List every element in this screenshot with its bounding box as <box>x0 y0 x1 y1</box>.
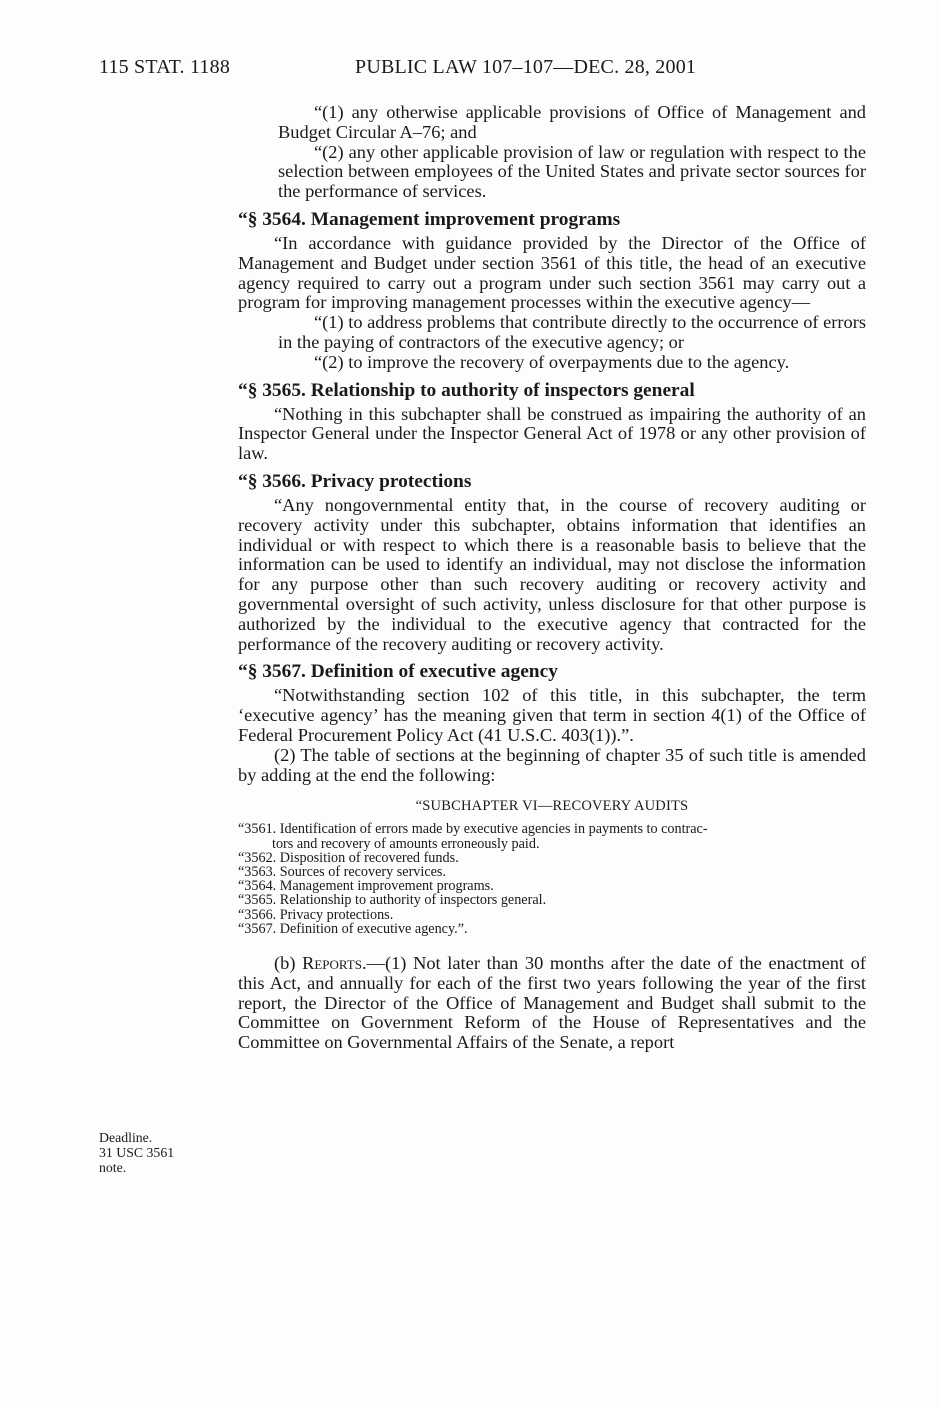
toc-item-3561-continued: tors and recovery of amounts erroneously paid. <box>272 835 540 852</box>
section-3564-item-2: “(2) to improve the recovery of overpayments due to the agency. <box>314 351 790 372</box>
toc-item-3565: “3565. Relationship to authority of inspectors general. <box>238 892 547 909</box>
section-3566-text: “Any nongovernmental entity that, in the course of recovery auditing or recovery activity under this subchapter, obtains information that identifies an individual or with respect to which there is a reasonable basis to believe that the information can be used to identify an individual, may not disclose the information for any purpose other than such recovery auditing or recovery activity and governmental oversight of such activity, unless disclosure for that other purpose is authorized by the individual to the executive agency that contracted for the performance of the recovery auditing or recovery activity. <box>238 494 866 654</box>
section-3565-text: “Nothing in this subchapter shall be construed as impairing the authority of an Inspector General under the Inspector General Act of 1978 or any other provision of law. <box>238 403 866 464</box>
section-3565-heading: “§ 3565. Relationship to authority of inspectors general <box>238 379 695 401</box>
section-3567-text: “Notwithstanding section 102 of this title, in this subchapter, the term ‘executive agency’ has the meaning given that term in section 4(1) of the Office of Federal Procurement Policy Act (41 U.S.C. 403(1)).”. <box>238 685 866 745</box>
public-law-title: PUBLIC LAW 107–107—DEC. 28, 2001 <box>355 56 697 78</box>
toc-item-3567: “3567. Definition of executive agency.”. <box>238 920 468 937</box>
margin-note <box>99 1130 209 1175</box>
toc-item-3563: “3563. Sources of recovery services. <box>238 863 447 880</box>
margin-note-label: note. <box>99 1160 127 1175</box>
toc-item-3562: “3562. Disposition of recovered funds. <box>238 849 459 866</box>
section-3564-heading: “§ 3564. Management improvement programs <box>238 208 621 230</box>
section-3564-item-1: “(1) to address problems that contribute directly to the occurrence of errors in the paying of contractors of the executive agency; or <box>278 312 867 352</box>
reports-text: (1) Not later than 30 months after the date of the enactment of this Act, and annually for each of the first two years following the year of the first report, the Director of the Office of Management and Budget shall submit to the Committee on Government Reform of the House of Representatives and the Committee on Governmental Affairs of the Senate, a report <box>238 952 866 1053</box>
toc-item-3566: “3566. Privacy protections. <box>238 906 394 923</box>
margin-note-usc: 31 USC 3561 <box>99 1145 175 1160</box>
margin-note-deadline: Deadline. <box>99 1130 153 1145</box>
stat-citation: 115 STAT. 1188 <box>99 56 231 78</box>
table-amendment-text: (2) The table of sections at the beginning of chapter 35 of such title is amended by adding at the end the following: <box>238 744 866 785</box>
toc-title: “SUBCHAPTER VI—RECOVERY AUDITS <box>415 798 689 815</box>
reports-label: Reports <box>302 952 362 973</box>
reports-label-open: (b) <box>274 952 303 973</box>
document-body <box>238 103 866 1053</box>
reports-label-close: .— <box>361 952 385 973</box>
section-3566-heading: “§ 3566. Privacy protections <box>238 470 472 492</box>
toc-item-3561: “3561. Identification of errors made by executive agencies in payments to contrac- tors and recovery of amounts erroneously paid. <box>238 822 866 850</box>
section-3567-heading: “§ 3567. Definition of executive agency <box>238 661 558 683</box>
toc-item-3564: “3564. Management improvement programs. <box>238 878 494 895</box>
page-header <box>99 56 799 86</box>
table-of-sections <box>238 822 866 936</box>
reports-paragraph <box>238 954 866 1053</box>
section-3564-text: “In accordance with guidance provided by the Director of the Office of Management and Budget under section 3561 of this title, the head of an executive agency required to carry out a program under such section 3561 may carry out a program for improving management processes within the executive agency— <box>238 232 866 313</box>
intro-item-1: “(1) any otherwise applicable provisions of Office of Management and Budget Circular A–76; and <box>278 102 866 142</box>
intro-item-2: “(2) any other applicable provision of law or regulation with respect to the selection between employees of the United States and private sector sources for the performance of services. <box>278 141 866 202</box>
